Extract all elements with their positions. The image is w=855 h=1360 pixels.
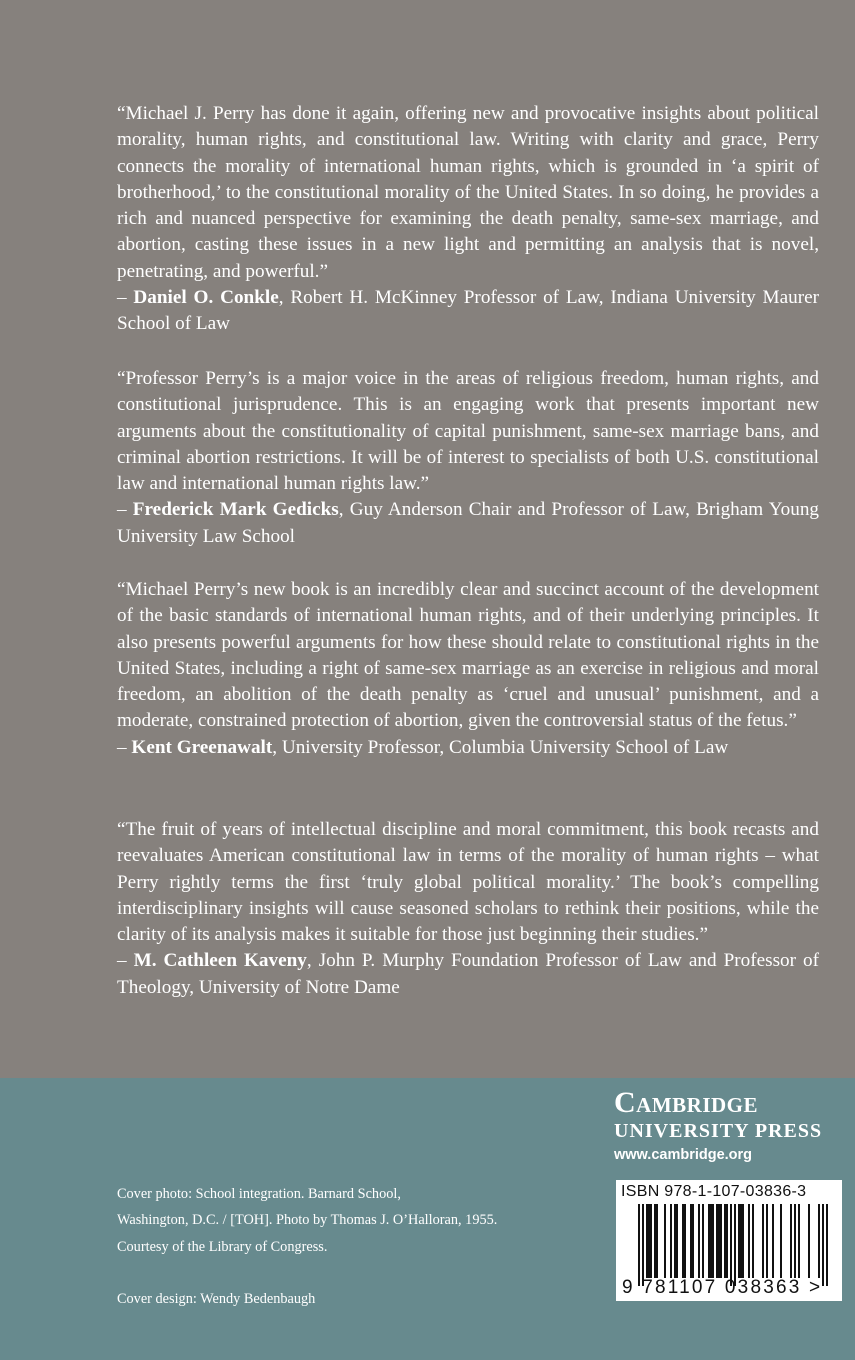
cover-credits bbox=[117, 1181, 497, 1312]
endorsement-2 bbox=[117, 366, 819, 550]
endorser-title: , Robert H. McKinney Professor of Law, Indiana University Maurer School of Law bbox=[117, 287, 819, 335]
barcode-bar bbox=[646, 1204, 648, 1278]
endorsement-attribution: – M. Cathleen Kaveny, John P. Murphy Foundation Professor of Law and Professor of Theology, University of Notre Dame bbox=[117, 950, 820, 998]
barcode-bar bbox=[654, 1204, 656, 1278]
barcode-bar bbox=[740, 1204, 742, 1278]
barcode-bar bbox=[702, 1204, 704, 1278]
barcode-bar bbox=[734, 1204, 736, 1286]
isbn-label: ISBN 978-1-107-03836-3 bbox=[621, 1183, 807, 1200]
barcode-bar bbox=[724, 1204, 726, 1278]
publisher-press: UNIVERSITY PRESS bbox=[614, 1120, 823, 1142]
barcode-bar bbox=[726, 1204, 728, 1278]
publisher-logo bbox=[614, 1086, 844, 1166]
barcode-bar bbox=[780, 1204, 782, 1278]
barcode-bar bbox=[684, 1204, 686, 1278]
publisher-url: www.cambridge.org bbox=[614, 1147, 753, 1163]
barcode-bar bbox=[790, 1204, 792, 1278]
barcode-bar bbox=[822, 1204, 824, 1286]
photo-credit-line-3: Courtesy of the Library of Congress. bbox=[117, 1238, 328, 1255]
barcode-bar bbox=[818, 1204, 820, 1278]
barcode-bar bbox=[762, 1204, 764, 1278]
barcode-bar bbox=[674, 1204, 676, 1278]
endorsement-quote: “Professor Perry’s is a major voice in the areas of religious freedom, human rights, and constitutional jurisprudence. This is an engaging work that presents important new arguments about the constitutionality of capital punishment, same-sex marriage bans, and criminal abortion restrictions. It will be of interest to specialists of both U.S. constitutional law and international human rights law.” bbox=[117, 368, 819, 495]
endorsement-4 bbox=[117, 817, 819, 1001]
barcode-bar bbox=[656, 1204, 658, 1278]
barcode-bar bbox=[708, 1204, 710, 1278]
barcode-bar bbox=[664, 1204, 666, 1278]
barcode-bar bbox=[718, 1204, 720, 1278]
barcode-bar bbox=[794, 1204, 796, 1278]
barcode-bar bbox=[748, 1204, 750, 1278]
endorsement-quote: “Michael Perry’s new book is an incredibly clear and succinct account of the development of the basic standards of international human rights, and of their underlying principles. It also presents powerful arguments for how these should relate to constitutional rights in the United States, including a right of same-sex marriage as an exercise in religious and moral freedom, an abolition of the death penalty as ‘cruel and unusual’ punishment, and a moderate, constrained protection of abortion, given the controversial status of the fetus.” bbox=[117, 579, 819, 732]
isbn-barcode bbox=[616, 1180, 842, 1301]
barcode-bar bbox=[738, 1204, 740, 1278]
endorser-name: Frederick Mark Gedicks bbox=[132, 499, 339, 521]
barcode-bar bbox=[716, 1204, 718, 1278]
endorsement-1 bbox=[117, 101, 819, 338]
endorsement-quote: “The fruit of years of intellectual discipline and moral commitment, this book recasts and reevaluates American constitutional law in terms of the morality of human rights – what Perry rightly terms the first ‘truly global political morality.’ The book’s compelling interdisciplinary insights will cause seasoned scholars to rethink their positions, while the clarity of its analysis makes it suitable for those just beginning their studies.” bbox=[117, 819, 819, 946]
barcode-bar bbox=[826, 1204, 828, 1286]
barcode-bar bbox=[670, 1204, 672, 1278]
barcode-bar bbox=[730, 1204, 732, 1286]
barcode-bar bbox=[712, 1204, 714, 1278]
barcode-bar bbox=[692, 1204, 694, 1278]
ean-digits: 9 781107 038363 > bbox=[622, 1277, 823, 1298]
barcode-bar bbox=[742, 1204, 744, 1278]
barcode-bar bbox=[710, 1204, 712, 1278]
endorser-title: , Guy Anderson Chair and Professor of Law, Brigham Young University Law School bbox=[117, 499, 820, 547]
barcode-bar bbox=[638, 1204, 640, 1286]
barcode-bar bbox=[650, 1204, 652, 1278]
barcode-bar bbox=[772, 1204, 774, 1278]
endorsement-attribution: – Frederick Mark Gedicks, Guy Anderson Chair and Professor of Law, Brigham Young University Law School bbox=[117, 499, 820, 547]
photo-credit-line-2: Washington, D.C. / [TOH]. Photo by Thomas J. O’Halloran, 1955. bbox=[117, 1212, 498, 1229]
endorsement-3 bbox=[117, 577, 819, 761]
barcode-bar bbox=[648, 1204, 650, 1278]
barcode-bar bbox=[690, 1204, 692, 1278]
barcode-bar bbox=[676, 1204, 678, 1278]
barcode-bar bbox=[808, 1204, 810, 1278]
barcode-bar bbox=[642, 1204, 644, 1286]
publisher-name: Cambridge bbox=[614, 1086, 759, 1119]
barcode-bar bbox=[798, 1204, 800, 1278]
barcode-bar bbox=[720, 1204, 722, 1278]
endorser-name: M. Cathleen Kaveny bbox=[133, 950, 307, 972]
design-credit: Cover design: Wendy Bedenbaugh bbox=[117, 1290, 316, 1307]
barcode-bar bbox=[766, 1204, 768, 1278]
barcode-bar bbox=[698, 1204, 700, 1278]
endorser-title: , University Professor, Columbia University School of Law bbox=[272, 736, 729, 758]
endorser-title: , John P. Murphy Foundation Professor of Law and Professor of Theology, University of Notre Dame bbox=[117, 950, 820, 998]
photo-credit-line-1: Cover photo: School integration. Barnard School, bbox=[117, 1186, 401, 1202]
endorsement-attribution: – Daniel O. Conkle, Robert H. McKinney Professor of Law, Indiana University Maurer School of Law bbox=[117, 287, 819, 335]
endorser-name: Kent Greenawalt bbox=[131, 736, 273, 758]
endorsement-quote: “Michael J. Perry has done it again, offering new and provocative insights about political morality, human rights, and constitutional law. Writing with clarity and grace, Perry connects the morality of international human rights, which is grounded in ‘a spirit of brotherhood,’ to the constitutional morality of the United States. In so doing, he provides a rich and nuanced perspective for examining the death penalty, same-sex marriage, and abortion, casting these issues in a new light and permitting an analysis that is novel, penetrating, and powerful.” bbox=[117, 103, 819, 282]
endorser-name: Daniel O. Conkle bbox=[133, 287, 279, 309]
endorsement-attribution: – Kent Greenawalt, University Professor, Columbia University School of Law bbox=[117, 736, 729, 758]
barcode-bar bbox=[682, 1204, 684, 1278]
barcode-bar bbox=[752, 1204, 754, 1278]
